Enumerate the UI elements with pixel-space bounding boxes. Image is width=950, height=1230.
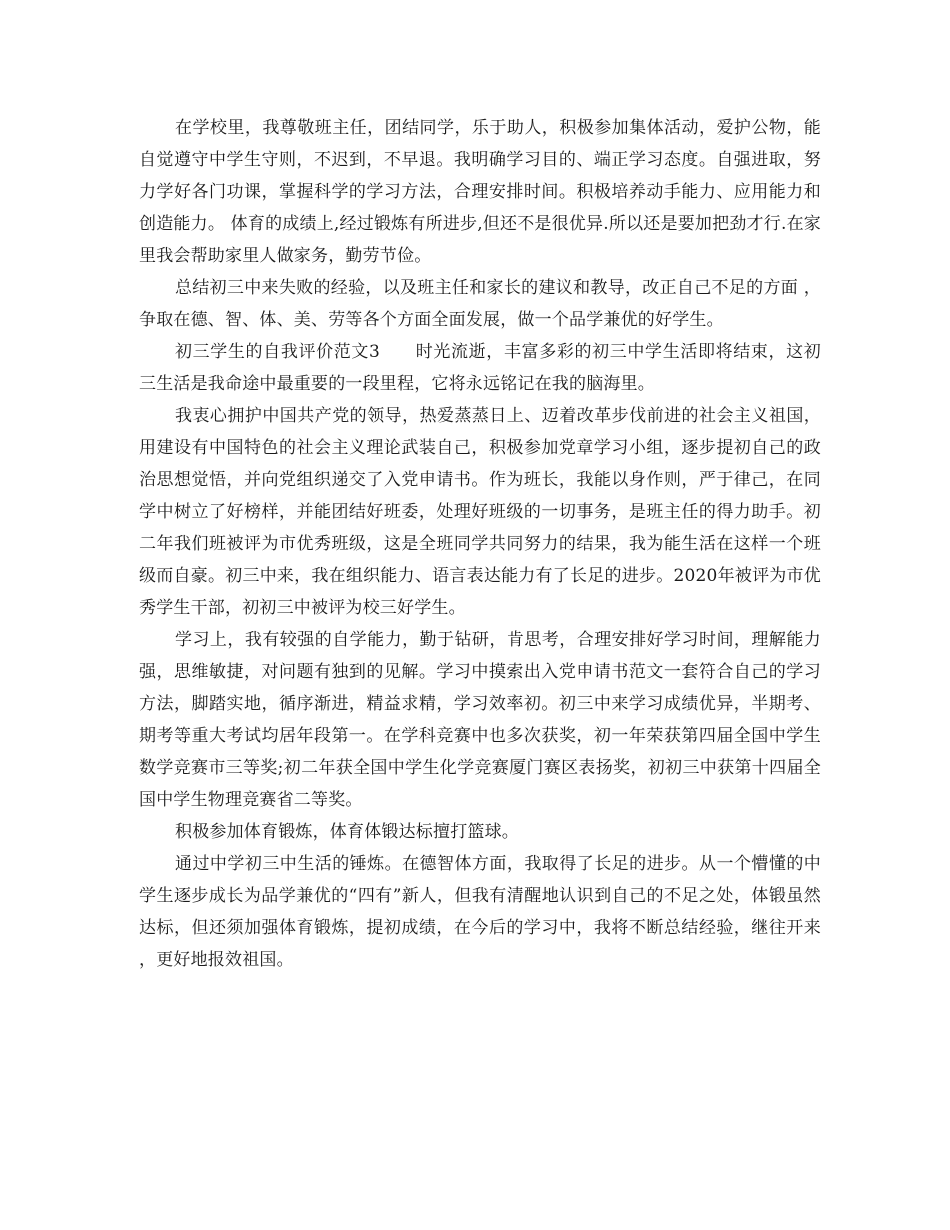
paragraph-political-and-class: 我衷心拥护中国共产党的领导，热爱蒸蒸日上、迈着改革步伐前进的社会主义祖国，用建设有中国特色的社会主义理论武装自己，积极参加党章学习小组，逐步提初自己的政治思想觉悟，并向党组织递交了入党申请书。作为班长，我能以身作则，严于律己，在同学中树立了好榜样，并能团结好班委，处理好班级的一切事务，是班主任的得力助手。初二年我们班被评为市优秀班级，这是全班同学共同努力的结果，我为能生活在这样一个班级而自豪。初三中来，我在组织能力、语言表达能力有了长足的进步。2020年被评为市优秀学生干部，初初三中被评为校三好学生。 <box>139 406 821 618</box>
paragraph-summary-goals: 总结初三中来失败的经验，以及班主任和家长的建议和教导，改正自己不足的方面 ，争取在德、智、体、美、劳等各个方面全面发展，做一个品学兼优的好学生。 <box>139 278 821 330</box>
paragraph-study: 学习上，我有较强的自学能力，勤于钻研，肯思考，合理安排好学习时间，理解能力强，思维敏捷，对问题有独到的见解。学习中摸索出入党申请书范文一套符合自己的学习方法，脚踏实地，循序渐进，精益求精，学习效率初。初三中来学习成绩优异，半期考、期考等重大考试均居年段第一。在学科竞赛中也多次获奖，初一年荣获第四届全国中学生数学竞赛市三等奖;初二年获全国中学生化学竞赛厦门赛区表扬奖，初初三中获第十四届全国中学生物理竞赛省二等奖。 <box>139 630 821 810</box>
document-body <box>139 112 821 976</box>
paragraph-school-conduct: 在学校里，我尊敬班主任，团结同学，乐于助人，积极参加集体活动，爱护公物，能自觉遵守中学生守则，不迟到，不早退。我明确学习目的、端正学习态度。自强进取，努力学好各门功课，掌握科学的学习方法，合理安排时间。积极培养动手能力、应用能力和创造能力。 体育的成绩上,经过锻炼有所进步,但还不是很优异.所以还是要加把劲才行.在家里我会帮助家里人做家务，勤劳节俭。 <box>139 118 821 266</box>
paragraph-sports: 积极参加体育锻炼，体育体锻达标擅打篮球。 <box>175 822 519 842</box>
paragraph-conclusion: 通过中学初三中生活的锤炼。在德智体方面，我取得了长足的进步。从一个懵懂的中学生逐步成长为品学兼优的“四有”新人，但我有清醒地认识到自己的不足之处，体锻虽然达标，但还须加强体育锻炼，提初成绩，在今后的学习中，我将不断总结经验，继往开来，更好地报效祖国。 <box>139 854 821 970</box>
paragraph-sample-3-intro: 初三学生的自我评价范文3 时光流逝，丰富多彩的初三中学生活即将结束，这初三生活是我命途中最重要的一段里程，它将永远铭记在我的脑海里。 <box>139 342 821 394</box>
